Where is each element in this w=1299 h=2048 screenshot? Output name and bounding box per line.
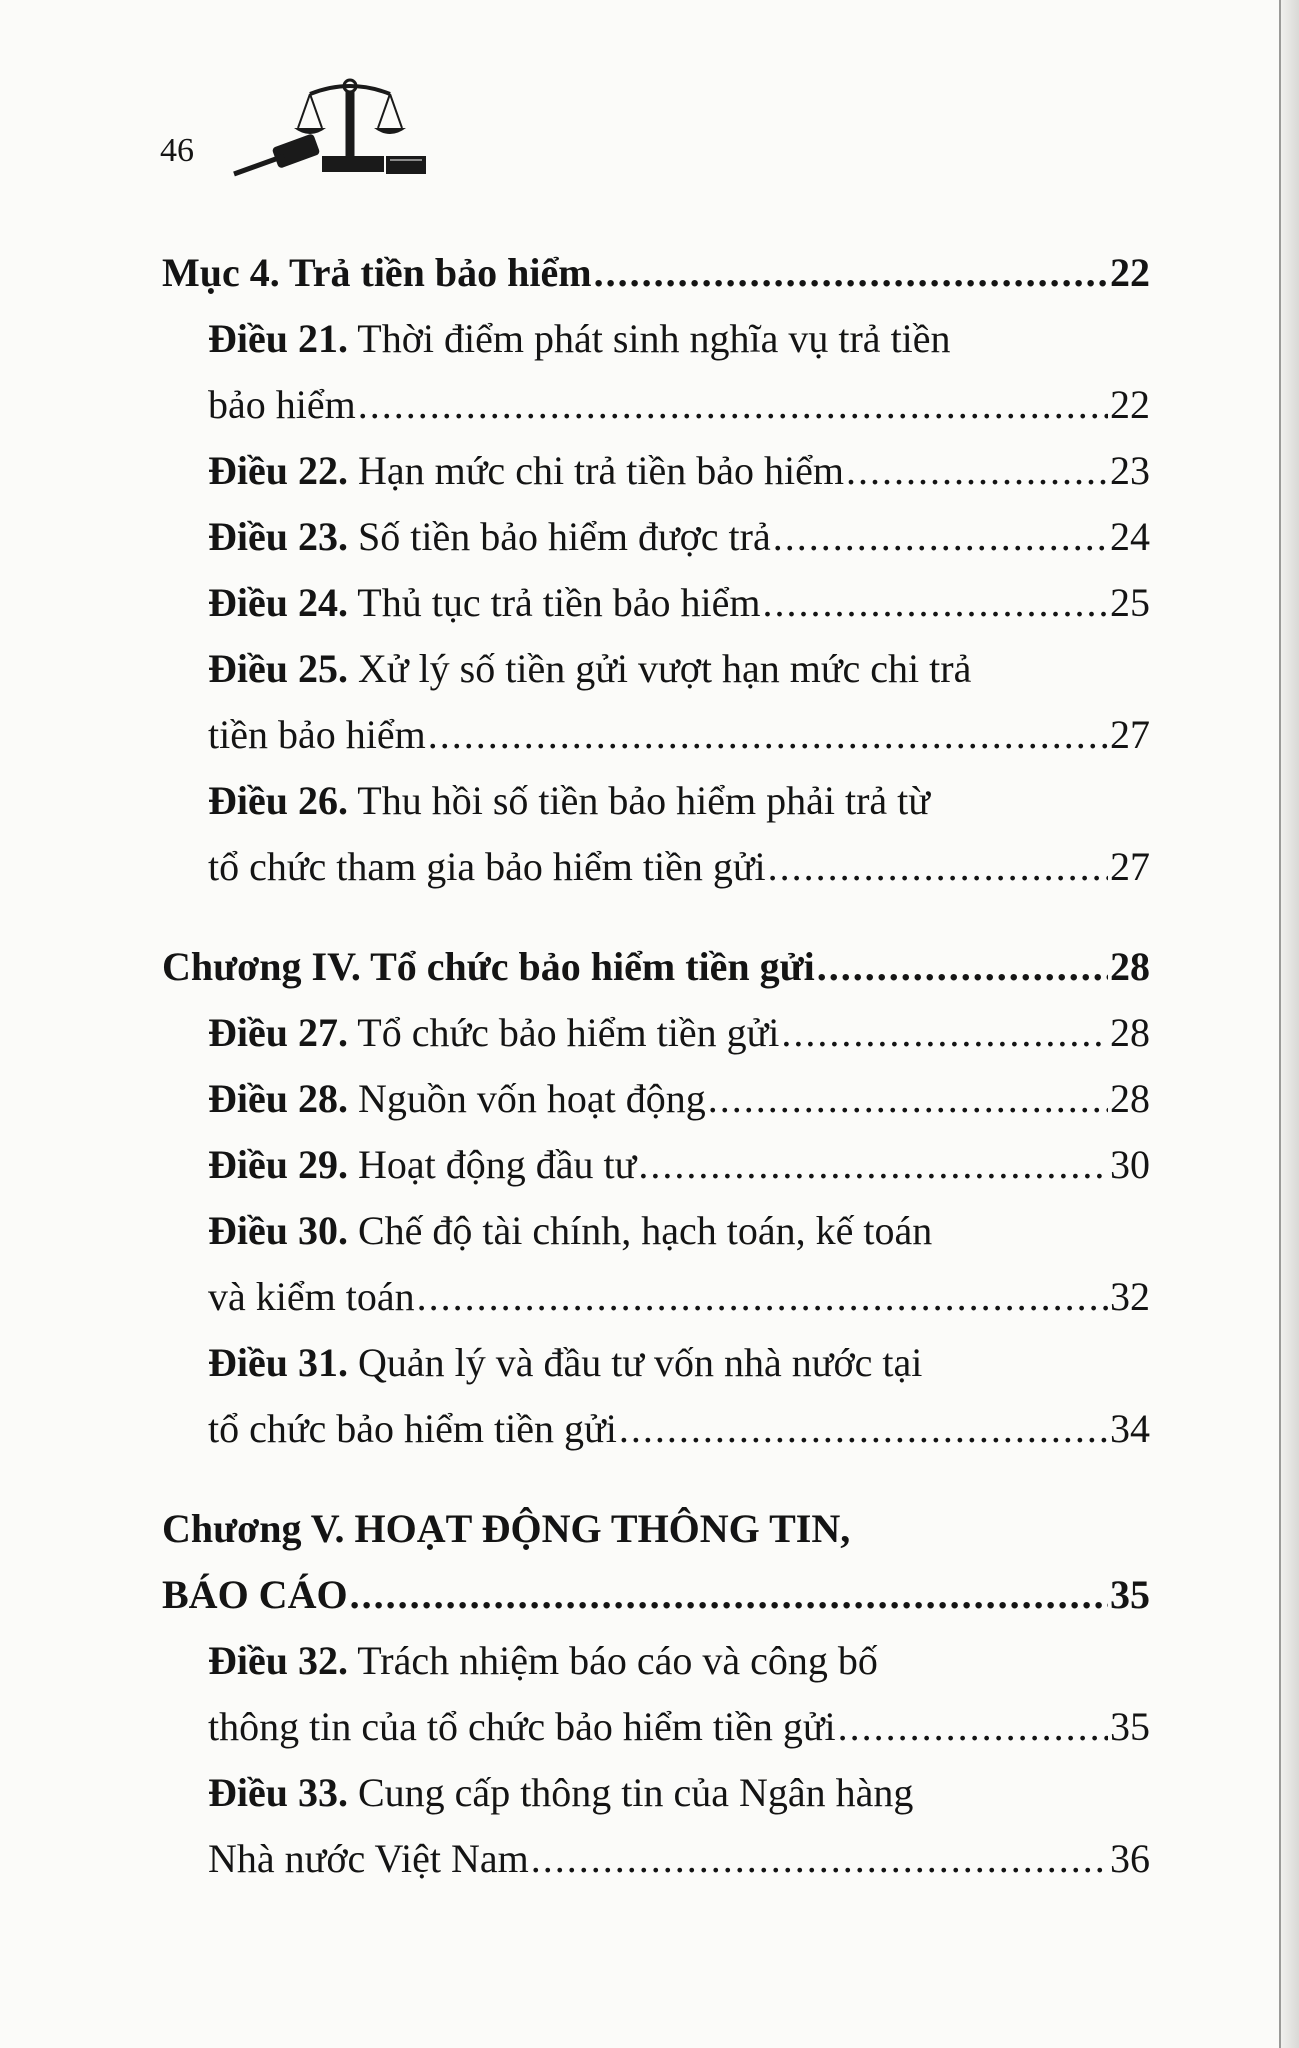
toc-section-muc-4: Mục 4. Trả tiền bảo hiểm ..... 22: [162, 240, 1150, 306]
toc-article-23: Điều 23. Số tiền bảo hiểm được trả ..... 24: [162, 504, 1150, 570]
dot-leader: [531, 1826, 1108, 1892]
dot-leader: [350, 1562, 1108, 1628]
toc-article-30: Điều 30. Chế độ tài chính, hạch toán, kế toán: [208, 1208, 933, 1253]
page-edge-line: [1279, 0, 1281, 2048]
dot-leader: [619, 1396, 1108, 1462]
toc-article-25-cont: tiền bảo hiểm ..... 27: [162, 702, 1150, 768]
page-header: [160, 70, 460, 180]
dot-leader: [417, 1264, 1108, 1330]
toc-article-31: Điều 31. Quản lý và đầu tư vốn nhà nước tại: [208, 1340, 923, 1385]
dot-leader: [762, 570, 1108, 636]
toc-article-32-cont: thông tin của tổ chức bảo hiểm tiền gửi ..... 35: [162, 1694, 1150, 1760]
toc-article-30-cont: và kiểm toán ..... 32: [162, 1264, 1150, 1330]
dot-leader: [428, 702, 1108, 768]
dot-leader: [773, 504, 1108, 570]
toc-article-29: Điều 29. Hoạt động đầu tư ..... 30: [162, 1132, 1150, 1198]
toc-article-26-cont: tổ chức tham gia bảo hiểm tiền gửi ..... 27: [162, 834, 1150, 900]
dot-leader: [838, 1694, 1108, 1760]
page-number: 46: [160, 132, 194, 169]
toc-article-21: Điều 21. Thời điểm phát sinh nghĩa vụ trả tiền: [208, 316, 951, 361]
toc-article-25: Điều 25. Xử lý số tiền gửi vượt hạn mức chi trả: [208, 646, 972, 691]
toc-chapter-4: Chương IV. Tổ chức bảo hiểm tiền gửi ..... 28: [162, 934, 1150, 1000]
dot-leader: [358, 372, 1108, 438]
dot-leader: [638, 1132, 1108, 1198]
toc-article-32: Điều 32. Trách nhiệm báo cáo và công bố: [208, 1638, 878, 1683]
toc-article-31-cont: tổ chức bảo hiểm tiền gửi ..... 34: [162, 1396, 1150, 1462]
dot-leader: [594, 240, 1108, 306]
page-edge-shadow: [1279, 0, 1299, 2048]
table-of-contents: [162, 240, 1150, 1892]
toc-article-28: Điều 28. Nguồn vốn hoạt động ..... 28: [162, 1066, 1150, 1132]
justice-scales-gavel-icon: [226, 70, 426, 180]
toc-chapter-5-cont: BÁO CÁO ..... 35: [162, 1562, 1150, 1628]
toc-article-33-cont: Nhà nước Việt Nam ..... 36: [162, 1826, 1150, 1892]
dot-leader: [781, 1000, 1108, 1066]
dot-leader: [846, 438, 1108, 504]
toc-article-33: Điều 33. Cung cấp thông tin của Ngân hàng: [208, 1770, 914, 1815]
toc-article-26: Điều 26. Thu hồi số tiền bảo hiểm phải trả từ: [208, 778, 930, 823]
toc-article-24: Điều 24. Thủ tục trả tiền bảo hiểm ..... 25: [162, 570, 1150, 636]
toc-chapter-5: Chương V. HOẠT ĐỘNG THÔNG TIN,: [162, 1506, 851, 1551]
toc-article-22: Điều 22. Hạn mức chi trả tiền bảo hiểm ..... 23: [162, 438, 1150, 504]
dot-leader: [768, 834, 1108, 900]
dot-leader: [817, 934, 1108, 1000]
toc-article-21-cont: bảo hiểm ..... 22: [162, 372, 1150, 438]
dot-leader: [708, 1066, 1108, 1132]
toc-article-27: Điều 27. Tổ chức bảo hiểm tiền gửi ..... 28: [162, 1000, 1150, 1066]
